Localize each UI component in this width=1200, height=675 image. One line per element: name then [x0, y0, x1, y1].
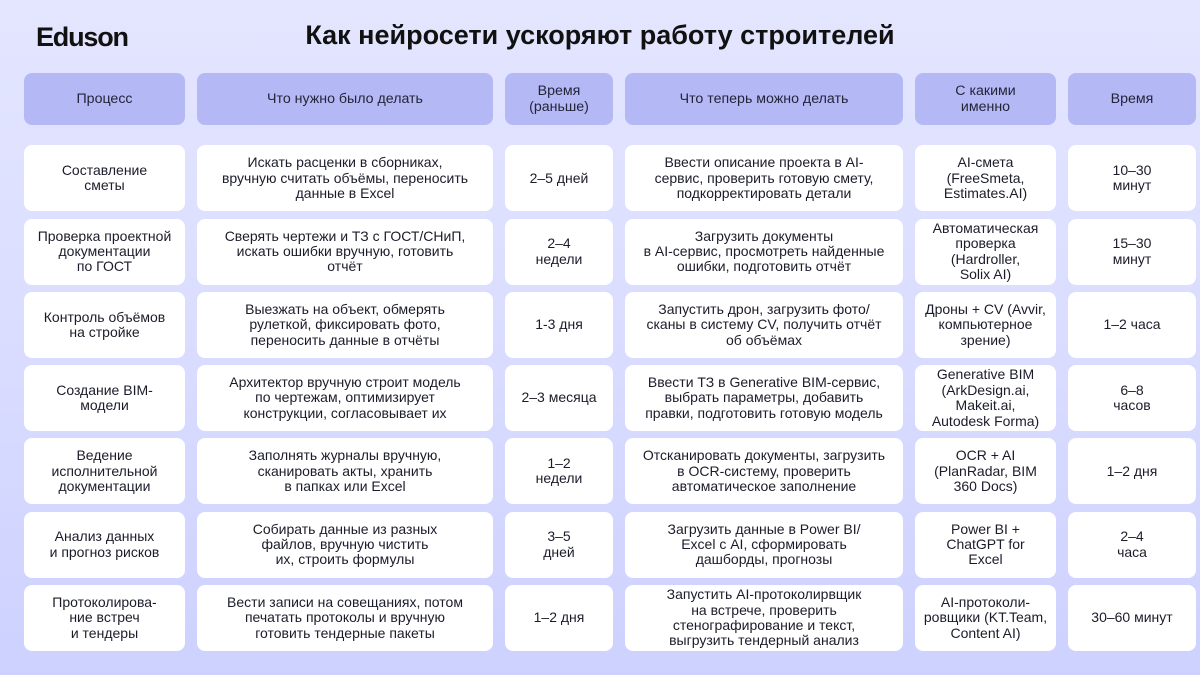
cell-now-time: 1–2 дня — [1068, 438, 1196, 504]
cell-now-time: 6–8 часов — [1068, 365, 1196, 431]
comparison-table — [24, 73, 1196, 651]
header-now-time: Время — [1068, 73, 1196, 125]
cell-process: Протоколирова- ние встреч и тендеры — [24, 585, 185, 651]
header-now-task: Что теперь можно делать — [625, 73, 903, 125]
cell-before-task: Искать расценки в сборниках, вручную считать объёмы, переносить данные в Excel — [197, 145, 493, 211]
cell-now-time: 2–4 часа — [1068, 512, 1196, 578]
header-tools: С какими именно — [915, 73, 1056, 125]
brand-logo: Eduson — [36, 22, 128, 52]
cell-now-time: 15–30 минут — [1068, 219, 1196, 285]
cell-now-time: 1–2 часа — [1068, 292, 1196, 358]
header-before-time: Время (раньше) — [505, 73, 613, 125]
cell-now-task: Ввести ТЗ в Generative BIM-сервис, выбрать параметры, добавить правки, подготовить готовую модель — [625, 365, 903, 431]
cell-process: Проверка проектной документации по ГОСТ — [24, 219, 185, 285]
cell-before-time: 2–3 месяца — [505, 365, 613, 431]
cell-before-time: 2–4 недели — [505, 219, 613, 285]
page-title: Как нейросети ускоряют работу строителей — [305, 20, 895, 50]
cell-before-time: 3–5 дней — [505, 512, 613, 578]
cell-process: Создание BIM- модели — [24, 365, 185, 431]
cell-process: Ведение исполнительной документации — [24, 438, 185, 504]
cell-before-time: 1–2 недели — [505, 438, 613, 504]
cell-before-task: Собирать данные из разных файлов, вручную чистить их, строить формулы — [197, 512, 493, 578]
cell-before-time: 1–2 дня — [505, 585, 613, 651]
header-before-task: Что нужно было делать — [197, 73, 493, 125]
cell-before-task: Архитектор вручную строит модель по чертежам, оптимизирует конструкции, согласовывает их — [197, 365, 493, 431]
cell-before-time: 1-3 дня — [505, 292, 613, 358]
cell-before-time: 2–5 дней — [505, 145, 613, 211]
cell-tools: Дроны + CV (Avvir, компьютерное зрение) — [915, 292, 1056, 358]
cell-before-task: Выезжать на объект, обмерять рулеткой, фиксировать фото, переносить данные в отчёты — [197, 292, 493, 358]
header-process: Процесс — [24, 73, 185, 125]
cell-now-task: Отсканировать документы, загрузить в OCR-систему, проверить автоматическое заполнение — [625, 438, 903, 504]
cell-tools: AI-смета (FreeSmeta, Estimates.AI) — [915, 145, 1056, 211]
cell-process: Составление сметы — [24, 145, 185, 211]
cell-before-task: Заполнять журналы вручную, сканировать акты, хранить в папках или Excel — [197, 438, 493, 504]
cell-now-task: Запустить AI-протоколирвщик на встрече, проверить стенографирование и текст, выгрузить тендерный анализ — [625, 585, 903, 651]
cell-now-task: Загрузить документы в AI-сервис, просмотреть найденные ошибки, подготовить отчёт — [625, 219, 903, 285]
cell-tools: Power BI + ChatGPT for Excel — [915, 512, 1056, 578]
cell-tools: OCR + AI (PlanRadar, BIM 360 Docs) — [915, 438, 1056, 504]
cell-tools: Автоматическая проверка (Hardroller, Solix AI) — [915, 219, 1056, 285]
cell-now-time: 10–30 минут — [1068, 145, 1196, 211]
cell-before-task: Вести записи на совещаниях, потом печатать протоколы и вручную готовить тендерные пакеты — [197, 585, 493, 651]
cell-now-task: Запустить дрон, загрузить фото/ сканы в систему CV, получить отчёт об объёмах — [625, 292, 903, 358]
cell-process: Анализ данных и прогноз рисков — [24, 512, 185, 578]
cell-process: Контроль объёмов на стройке — [24, 292, 185, 358]
cell-tools: AI-протоколи- ровщики (KT.Team, Content AI) — [915, 585, 1056, 651]
cell-before-task: Сверять чертежи и ТЗ с ГОСТ/СНиП, искать ошибки вручную, готовить отчёт — [197, 219, 493, 285]
cell-now-task: Ввести описание проекта в AI- сервис, проверить готовую смету, подкорректировать детали — [625, 145, 903, 211]
cell-tools: Generative BIM (ArkDesign.ai, Makeit.ai, Autodesk Forma) — [915, 365, 1056, 431]
cell-now-task: Загрузить данные в Power BI/ Excel с AI, сформировать дашборды, прогнозы — [625, 512, 903, 578]
cell-now-time: 30–60 минут — [1068, 585, 1196, 651]
